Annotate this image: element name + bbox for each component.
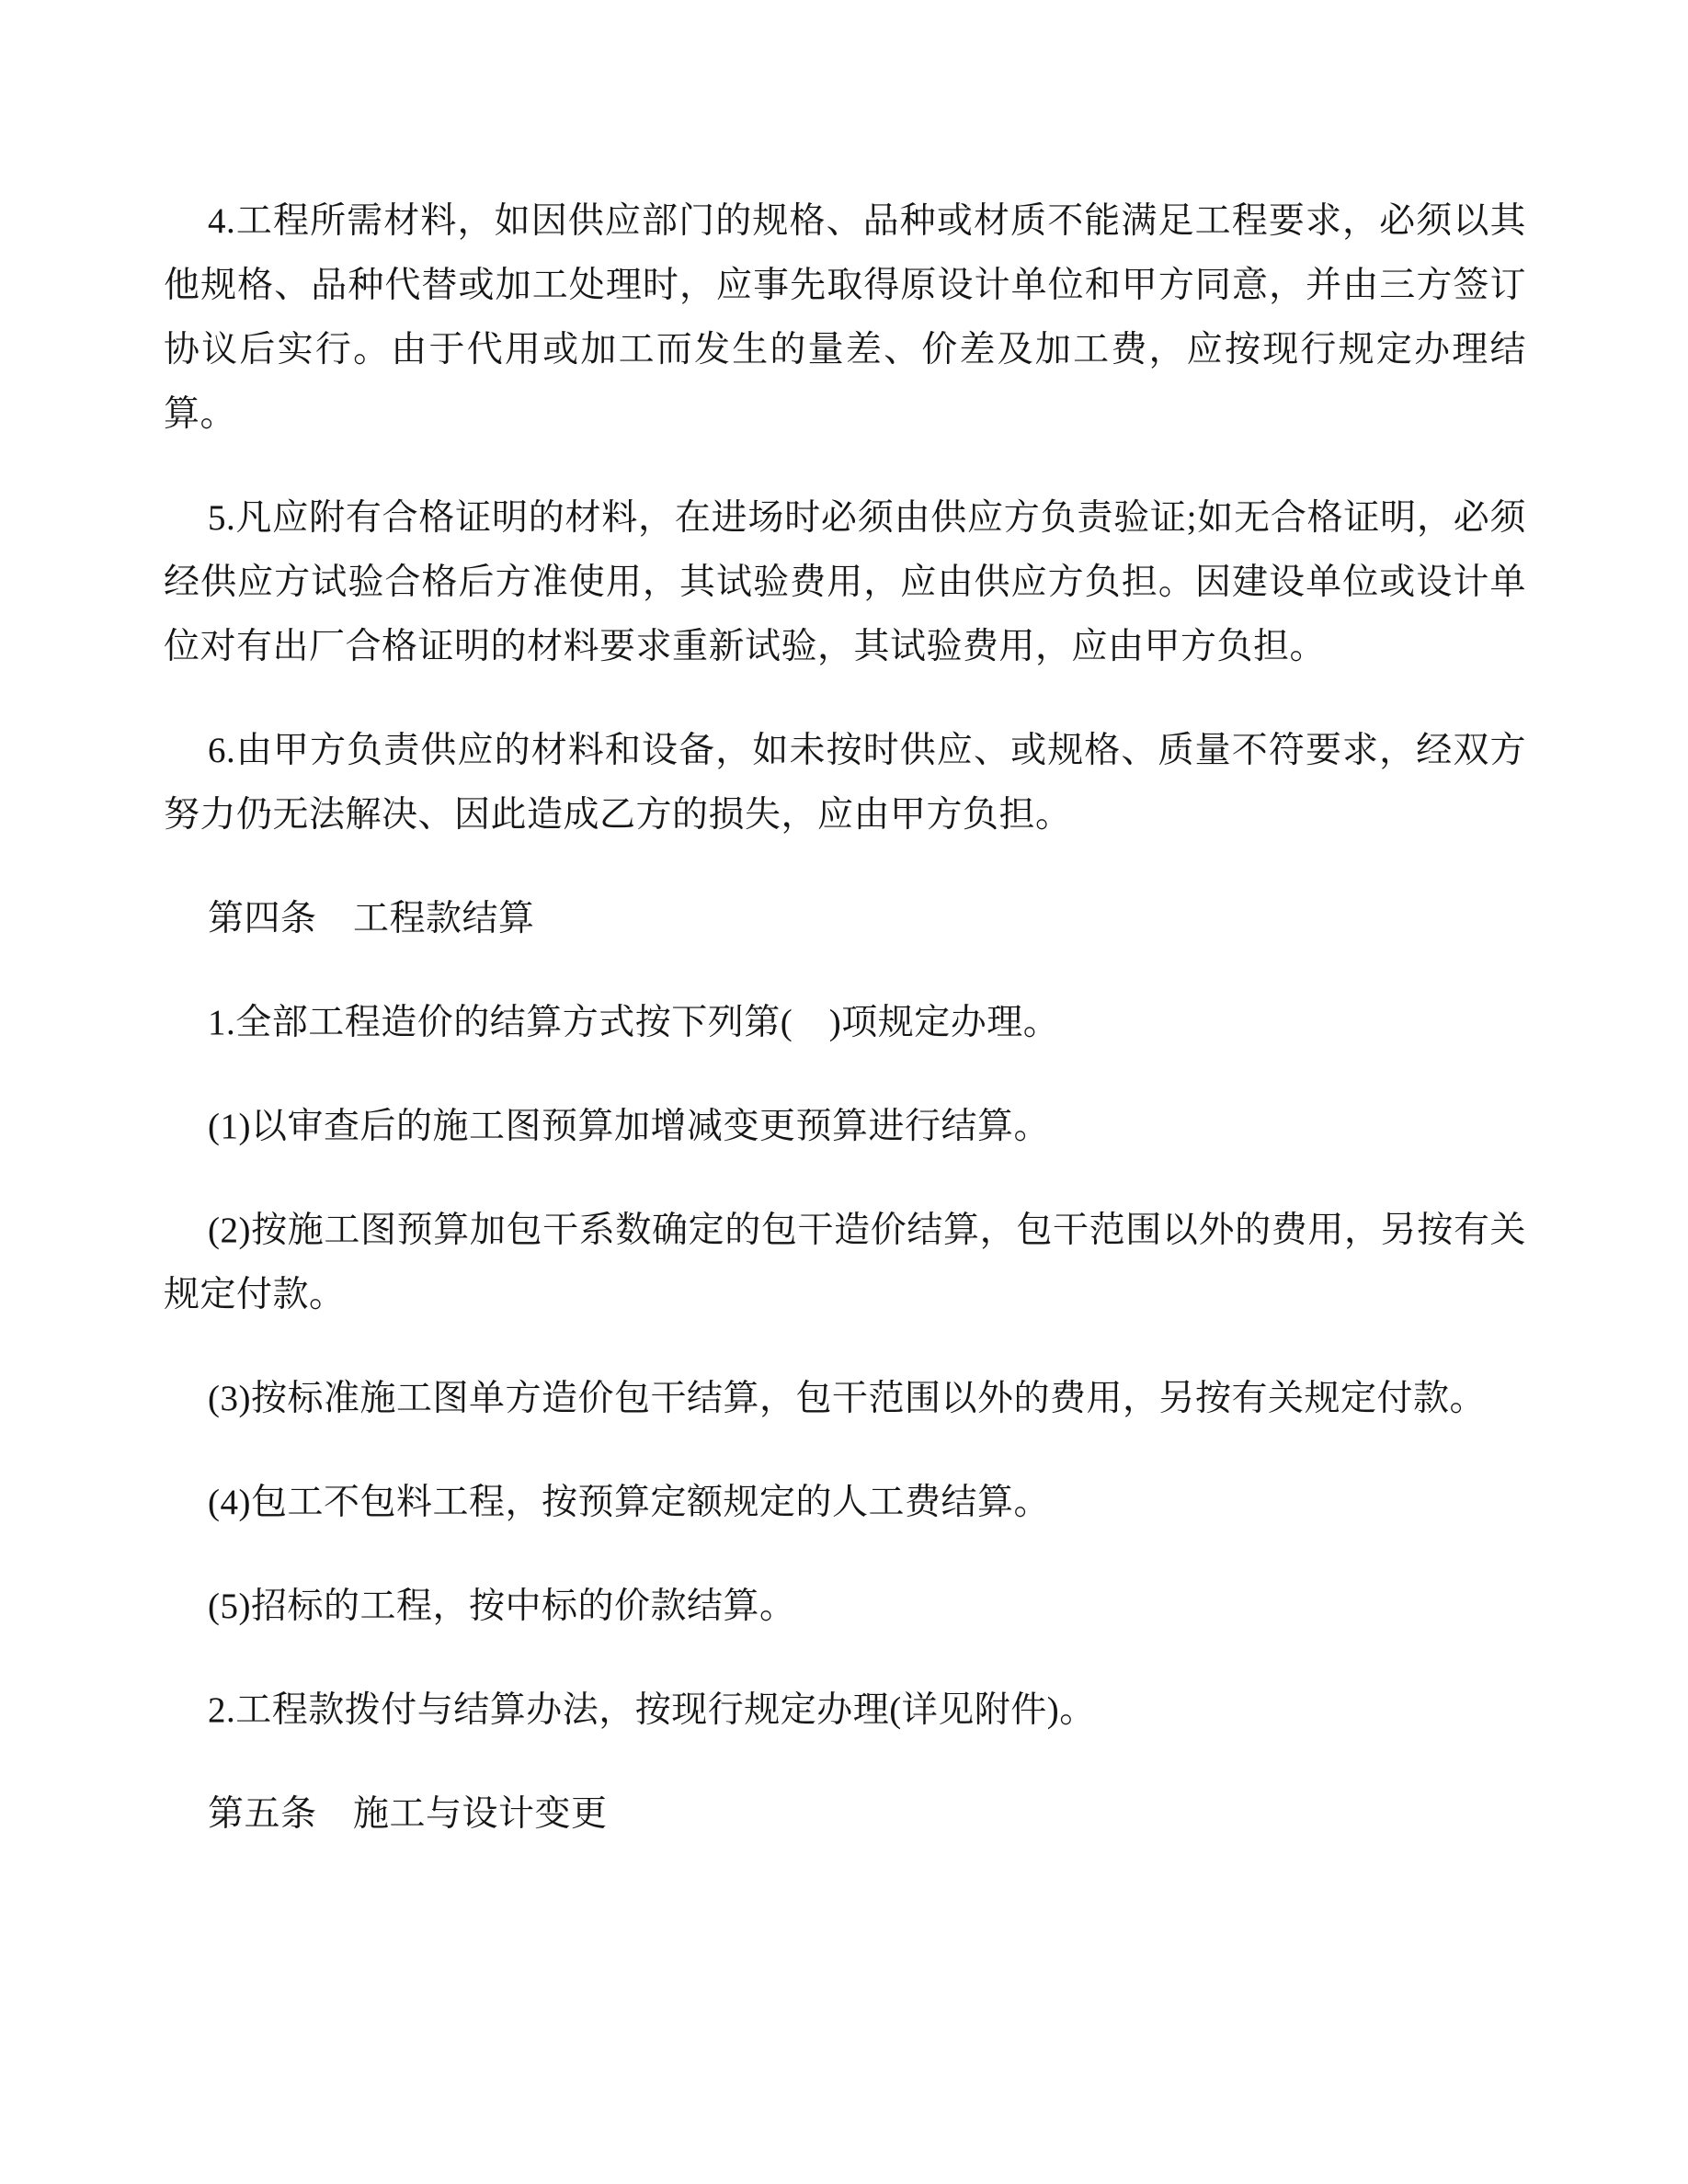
settlement-option-5: (5)招标的工程，按中标的价款结算。 <box>208 1587 796 1626</box>
clause-materials-item-4: 4.工程所需材料，如因供应部门的规格、品种或材质不能满足工程要求，必须以其他规格、品种代替或加工处理时，应事先取得原设计单位和甲方同意，并由三方签订协议后实行。由于代用或加工而发生的量差、价差及加工费，应按现行规定办理结算。 <box>164 201 1526 434</box>
settlement-item-1: 1.全部工程造价的结算方式按下列第( )项规定办理。 <box>208 1003 1060 1042</box>
article-4-heading: 第四条 工程款结算 <box>208 899 535 938</box>
settlement-option-4: (4)包工不包料工程，按预算定额规定的人工费结算。 <box>208 1483 1050 1522</box>
settlement-item-2: 2.工程款拨付与结算办法，按现行规定办理(详见附件)。 <box>208 1690 1096 1730</box>
settlement-option-3: (3)按标准施工图单方造价包干结算，包干范围以外的费用，另按有关规定付款。 <box>208 1379 1486 1418</box>
article-5-heading: 第五条 施工与设计变更 <box>208 1794 608 1834</box>
clause-materials-item-5: 5.凡应附有合格证明的材料，在进场时必须由供应方负责验证;如无合格证明，必须经供应方试验合格后方准使用，其试验费用，应由供应方负担。因建设单位或设计单位对有出厂合格证明的材料要求重新试验，其试验费用，应由甲方负担。 <box>164 498 1526 666</box>
settlement-option-2: (2)按施工图预算加包干系数确定的包干造价结算，包干范围以外的费用，另按有关规定付款。 <box>164 1211 1526 1314</box>
settlement-option-1: (1)以审查后的施工图预算加增减变更预算进行结算。 <box>208 1107 1050 1146</box>
clause-materials-item-6: 6.由甲方负责供应的材料和设备，如未按时供应、或规格、质量不符要求，经双方努力仍无法解决、因此造成乙方的损失，应由甲方负担。 <box>164 731 1526 835</box>
